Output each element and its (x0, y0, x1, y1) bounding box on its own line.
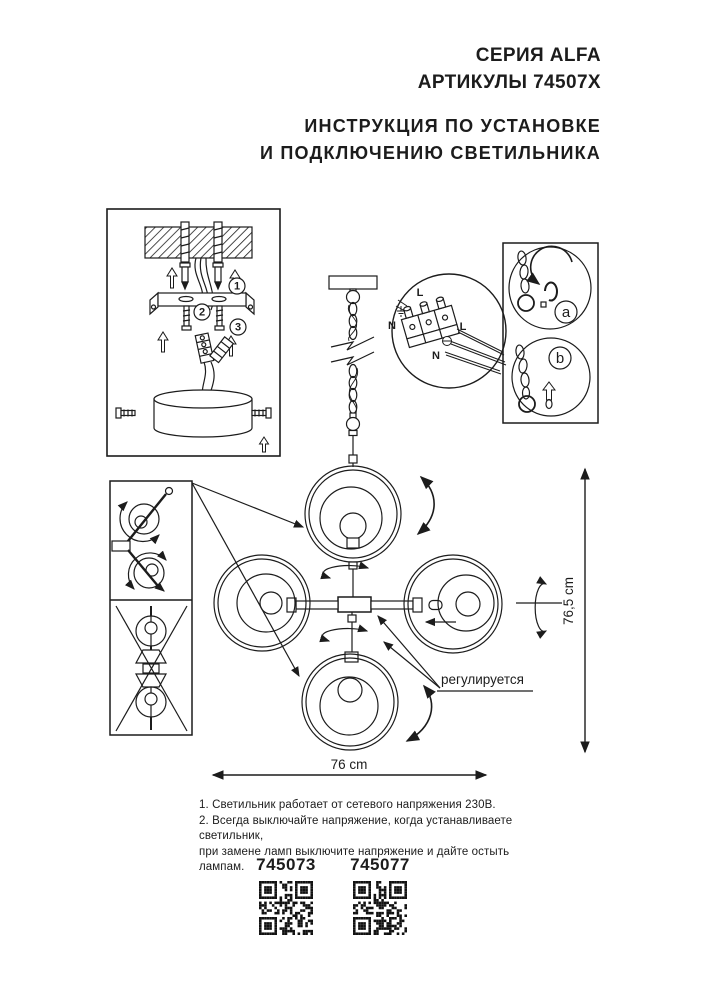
article-series: АРТИКУЛЫ 74507X (417, 72, 601, 93)
qr-code-icon (353, 881, 407, 935)
terminal-neutral-label: N (388, 320, 396, 332)
article-block (255, 855, 317, 935)
note-line-1: 1. Светильник работает от сетевого напряжения 230В. (199, 799, 496, 811)
center-hub (338, 597, 371, 612)
article-number: 745073 (256, 855, 316, 874)
height-value: 76,5 cm (561, 576, 576, 626)
height-dimension (561, 469, 585, 752)
article-block (349, 855, 411, 935)
title-line-1: ИНСТРУКЦИЯ ПО УСТАНОВКЕ (304, 116, 601, 136)
step-b-label: b (555, 350, 565, 367)
top-globe (305, 466, 401, 562)
step-3-badge: 3 (234, 321, 242, 334)
ceiling-hatch (145, 227, 252, 258)
width-value: 76 cm (330, 757, 368, 772)
ceiling-mount-diagram (107, 209, 280, 456)
step-1-badge: 1 (233, 280, 241, 293)
canopy-cup (154, 390, 252, 437)
swing-arrow-icon (407, 686, 432, 741)
adjustable-label: регулируется (441, 672, 524, 687)
rotation-arrow-icon (120, 502, 159, 541)
ceiling-plate (329, 276, 377, 289)
arm-rotation-ok (112, 488, 173, 592)
width-dimension (213, 757, 486, 775)
swing-arrow-icon (418, 477, 434, 534)
article-qr-section (255, 855, 455, 935)
suspension-chain (329, 276, 377, 457)
wire-line-label: L (459, 321, 467, 333)
chandelier-drawing (192, 455, 585, 775)
step-a-label: a (561, 304, 571, 321)
note-line-2: 2. Всегда выключайте напряжение, когда устанавливаете светильник, (199, 814, 513, 842)
chain-links-lower (349, 365, 357, 414)
break-symbol (331, 337, 374, 365)
chain-links-upper (348, 303, 356, 342)
terminal-line-label: L (416, 287, 424, 299)
terminal-cluster (195, 333, 233, 399)
rotation-ellipse-icon (322, 629, 367, 641)
qr-code-icon (259, 881, 313, 935)
wiring-detail (388, 274, 506, 388)
article-number: 745077 (350, 855, 410, 874)
series-name: СЕРИЯ ALFA (475, 45, 601, 66)
arm-adjust-diagram (110, 481, 192, 735)
rotation-ellipse-icon (323, 566, 368, 578)
title-line-2: И ПОДКЛЮЧЕНИЮ СВЕТИЛЬНИКА (260, 143, 601, 163)
arm-rotation-forbidden (116, 606, 187, 731)
chain-adjust-diagram (503, 243, 598, 423)
note-line-3: при замене ламп выключите напряжение и дайте остыть лампам. (199, 845, 510, 873)
wire-neutral-label: N (432, 350, 440, 362)
step-2-badge: 2 (198, 306, 206, 319)
bottom-globe (302, 654, 398, 750)
leader-line (192, 483, 303, 527)
spin-axis-icon (516, 584, 562, 632)
